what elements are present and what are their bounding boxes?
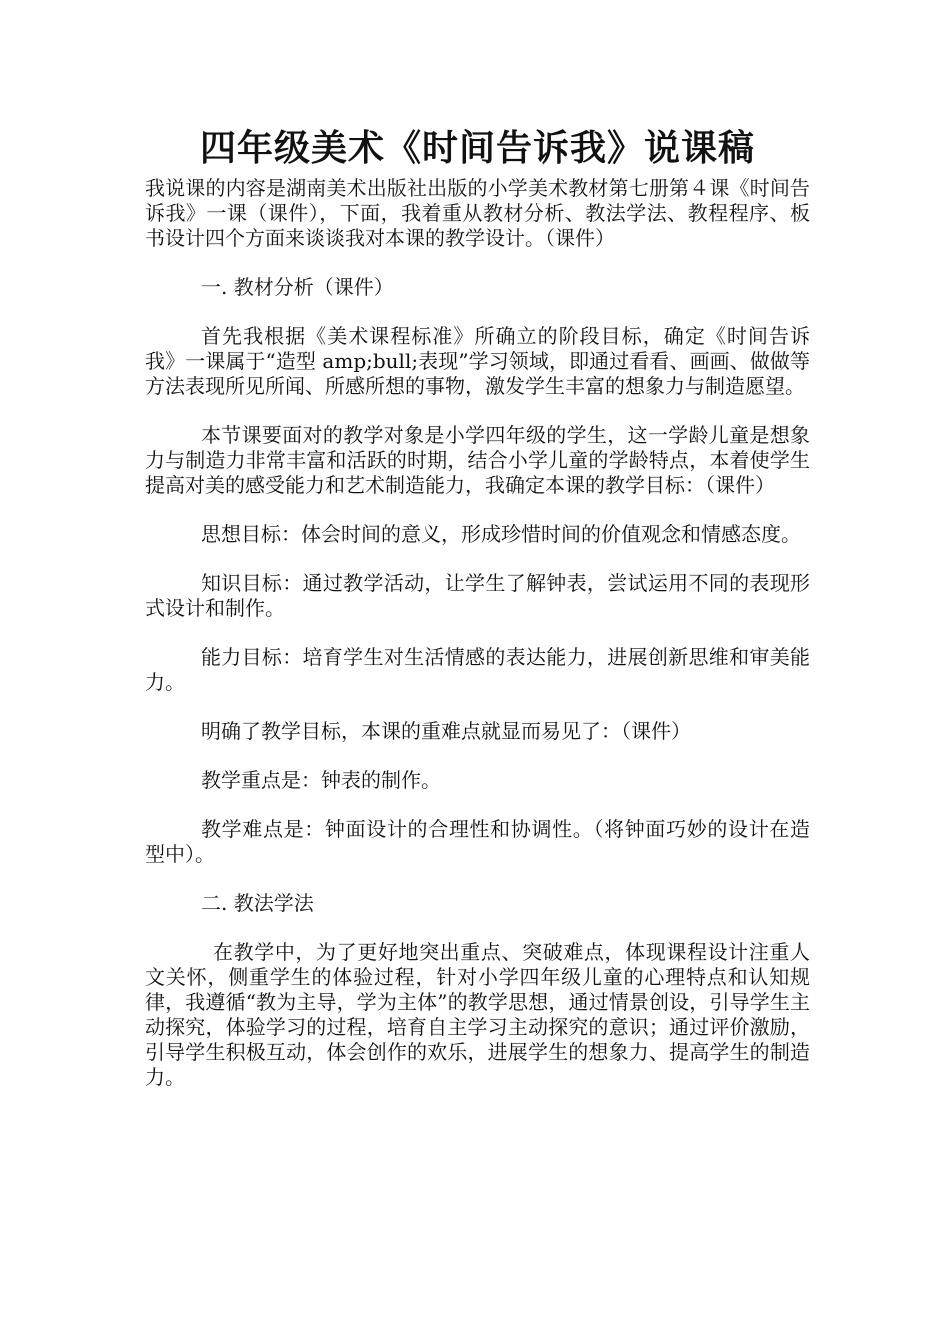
paragraph-gap xyxy=(145,547,810,571)
paragraph-gap xyxy=(145,695,810,719)
body-paragraph: 明确了教学目标，本课的重难点就显而易见了：（课件） xyxy=(201,719,691,743)
difficult-point-paragraph: 教学难点是：钟面设计的合理性和协调性。（将钟面巧妙的设计在造型中）。 xyxy=(145,817,810,866)
paragraph-gap xyxy=(145,498,810,522)
document-title: 四年级美术《时间告诉我》说课稿 xyxy=(199,128,755,169)
intro-paragraph: 我说课的内容是湖南美术出版社出版的小学美术教材第七册第４课《时间告诉我》一课（课件），下面，我着重从教材分析、教法学法、教程程序、板书设计四个方面来谈谈我对本课的教学设计。（课件） xyxy=(145,176,810,250)
body-paragraph: 在教学中，为了更好地突出重点、突破难点，体现课程设计注重人文关怀，侧重学生的体验过程，针对小学四年级儿童的心理特点和认知规律，我遵循“教为主导，学为主体”的教学思想，通过情景创设，引导学生主动探究，体验学习的过程，培育自主学习主动探究的意识；通过评价激励，引导学生积极互动，体会创作的欢乐，进展学生的想象力、提高学生的制造力。 xyxy=(145,940,810,1089)
key-point-paragraph: 教学重点是：钟表的制作。 xyxy=(201,768,441,792)
section-heading-1: 一. 教材分析（课件） xyxy=(201,275,394,299)
document-page xyxy=(145,122,810,1090)
goal-paragraph: 思想目标：体会时间的意义，形成珍惜时间的价值观念和情感态度。 xyxy=(201,522,801,546)
paragraph-gap xyxy=(145,916,810,940)
paragraph-gap xyxy=(145,793,810,817)
goal-paragraph: 知识目标：通过教学活动，让学生了解钟表，尝试运用不同的表现形式设计和制作。 xyxy=(145,571,810,620)
goal-paragraph: 能力目标：培育学生对生活情感的表达能力，进展创新思维和审美能力。 xyxy=(145,645,810,694)
body-paragraph: 本节课要面对的教学对象是小学四年级的学生，这一学龄儿童是想象力与制造力非常丰富和活跃的时期，结合小学儿童的学龄特点，本着使学生提高对美的感受能力和艺术制造能力，我确定本课的教学目标：（课件） xyxy=(145,423,810,497)
paragraph-gap xyxy=(145,399,810,423)
paragraph-gap xyxy=(145,621,810,645)
section-heading-2: 二. 教法学法 xyxy=(201,891,314,915)
paragraph-gap xyxy=(145,300,810,324)
paragraph-gap xyxy=(145,867,810,891)
paragraph-gap xyxy=(145,744,810,768)
body-paragraph: 首先我根据《美术课程标准》所确立的阶段目标，确定《时间告诉我》一课属于“造型 amp;bull;表现”学习领域，即通过看看、画画、做做等方法表现所见所闻、所感所想的事物，激发学生丰富的想象力与制造愿望。 xyxy=(145,324,810,398)
paragraph-gap xyxy=(145,251,810,275)
